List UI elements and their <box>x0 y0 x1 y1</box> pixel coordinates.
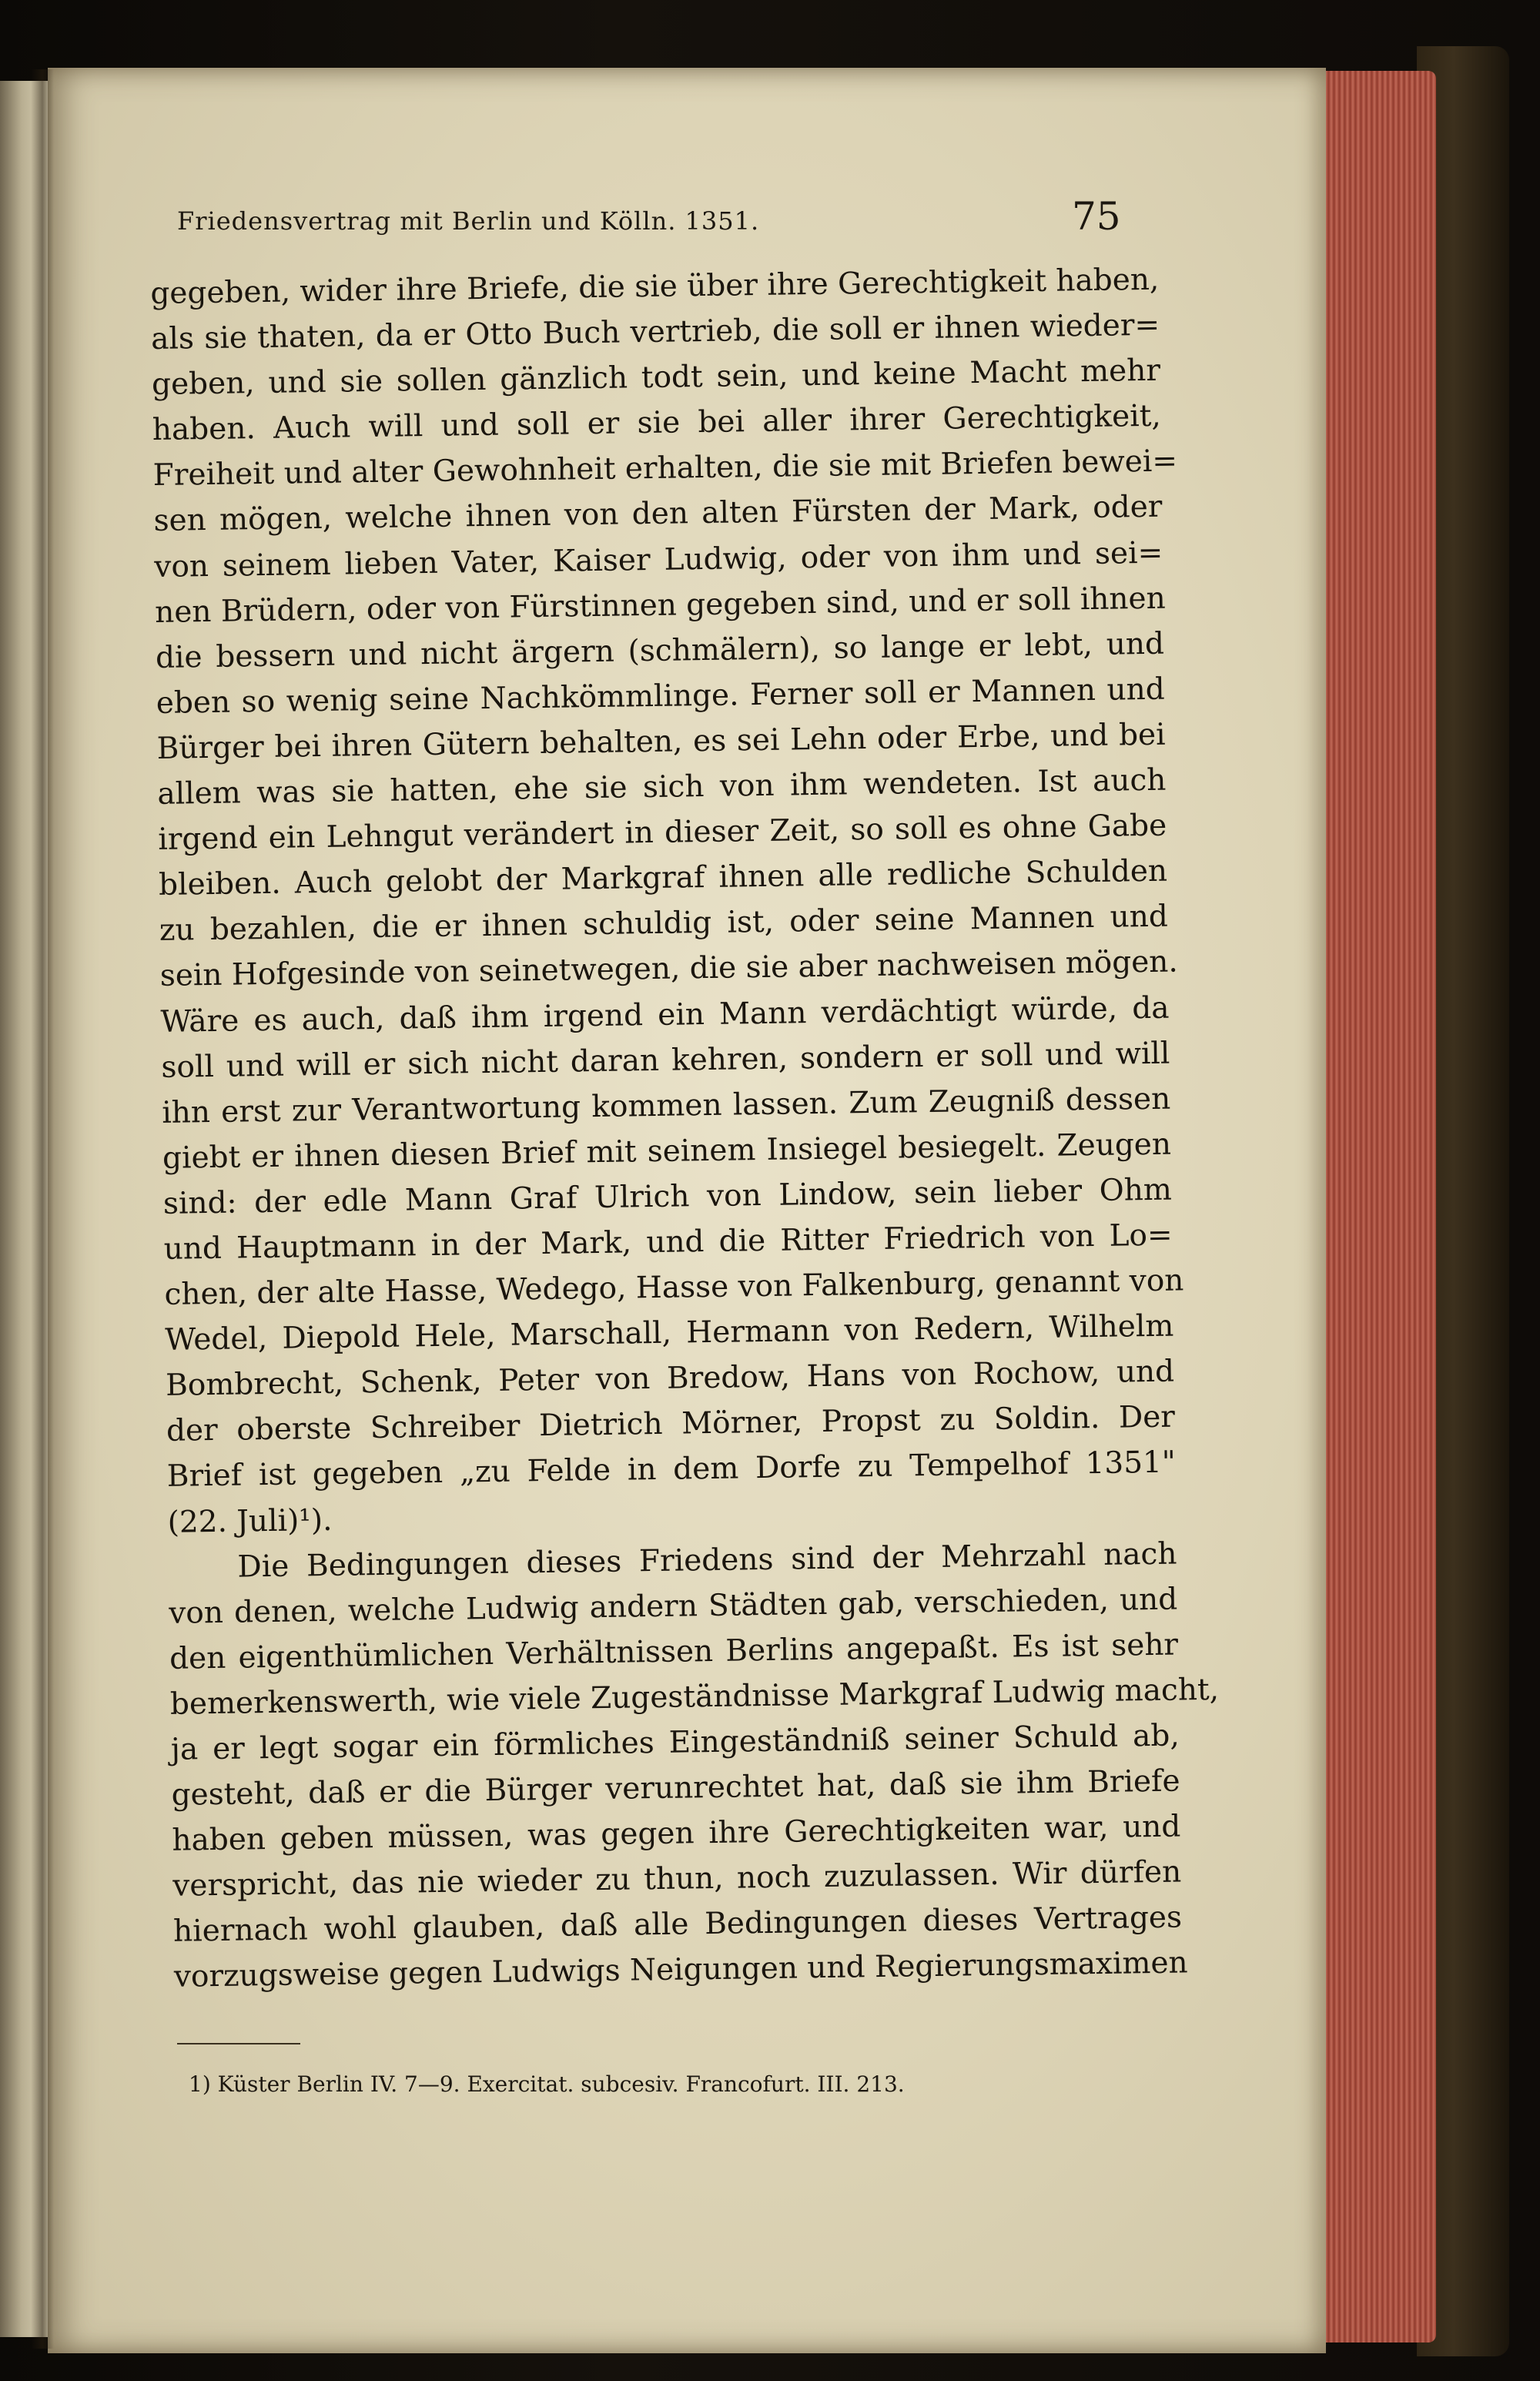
text-line: die bessern und nicht ärgern (schmälern), so lange er lebt, und <box>155 626 1165 675</box>
text-line: sein Hofgesinde von seinetwegen, die sie aber nachweisen mögen. <box>159 944 1179 994</box>
text-line: Wäre es auch, daß ihm irgend ein Mann verdächtigt würde, da <box>160 990 1170 1040</box>
text-line: irgend ein Lehngut verändert in dieser Zeit, so soll es ohne Gabe <box>157 808 1167 858</box>
text-line: sind: der edle Mann Graf Ulrich von Lindow, sein lieber Ohm <box>162 1172 1173 1221</box>
text-line: haben geben müssen, was gegen ihre Gerechtigkeiten war, und <box>172 1809 1181 1858</box>
text-line: soll und will er sich nicht daran kehren, sondern er soll und will <box>161 1036 1170 1085</box>
text-line: Bombrecht, Schenk, Peter von Bredow, Hans von Rochow, und <box>165 1354 1175 1404</box>
text-line: zu bezahlen, die er ihnen schuldig ist, oder seine Mannen und <box>159 899 1169 949</box>
text-line: allem was sie hatten, ehe sie sich von ihm wendeten. Ist auch <box>157 762 1167 812</box>
text-line: eben so wenig seine Nachkömmlinge. Ferner soll er Mannen und <box>156 671 1166 721</box>
text-line: von denen, welche Ludwig andern Städten gab, verschieden, und <box>169 1582 1178 1631</box>
text-line: haben. Auch will und soll er sie bei aller ihrer Gerechtigkeit, <box>152 398 1162 448</box>
binding-gutter <box>31 69 54 2349</box>
text-line: (22. Juli)¹). <box>167 1502 333 1540</box>
text-line: gesteht, daß er die Bürger verunrechtet hat, daß sie ihm Briefe <box>171 1763 1180 1813</box>
text-line: Wedel, Diepold Hele, Marschall, Hermann von Redern, Wilhelm <box>165 1308 1174 1358</box>
text-line: verspricht, das nie wieder zu thun, noch zuzulassen. Wir dürfen <box>172 1854 1182 1904</box>
text-line: sen mögen, welche ihnen von den alten Fürsten der Mark, oder <box>153 490 1163 539</box>
text-line: ja er legt sogar ein förmliches Eingeständniß seiner Schuld ab, <box>170 1718 1180 1767</box>
text-line: bemerkenswerth, wie viele Zugeständnisse Markgraf Ludwig macht, <box>169 1672 1220 1722</box>
text-line: geben, und sie sollen gänzlich todt sein, und keine Macht mehr <box>151 353 1161 403</box>
text-line: ihn erst zur Verantwortung kommen lassen. Zum Zeugniß dessen <box>161 1081 1171 1130</box>
red-page-edges <box>1313 71 1436 2342</box>
text-line: bleiben. Auch gelobt der Markgraf ihnen alle redliche Schulden <box>158 853 1168 903</box>
text-line: der oberste Schreiber Dietrich Mörner, Propst zu Soldin. Der <box>166 1399 1176 1449</box>
text-line: Die Bedingungen dieses Friedens sind der Mehrzahl nach <box>237 1536 1177 1585</box>
running-head: Friedensvertrag mit Berlin und Kölln. 1351. <box>177 206 760 236</box>
text-line: vorzugsweise gegen Ludwigs Neigungen und Regierungsmaximen <box>173 1945 1188 1995</box>
text-line: und Hauptmann in der Mark, und die Ritter Friedrich von Lo= <box>163 1217 1173 1267</box>
page-number: 75 <box>1072 194 1121 239</box>
text-line: nen Brüdern, oder von Fürstinnen gegeben sind, und er soll ihnen <box>154 581 1166 630</box>
text-line: Bürger bei ihren Gütern behalten, es sei Lehn oder Erbe, und bei <box>156 717 1166 766</box>
text-line: Brief ist gegeben „zu Felde in dem Dorfe zu Tempelhof 1351" <box>166 1445 1177 1495</box>
footnote-rule <box>177 2043 300 2044</box>
text-line: hiernach wohl glauben, daß alle Bedingungen dieses Vertrages <box>172 1900 1183 1950</box>
text-line: gegeben, wider ihre Briefe, die sie über ihre Gerechtigkeit haben, <box>150 262 1160 311</box>
body-text <box>150 257 1220 2001</box>
footnote: 1) Küster Berlin IV. 7—9. Exercitat. subcesiv. Francofurt. III. 213. <box>189 2071 905 2097</box>
text-line: giebt er ihnen diesen Brief mit seinem Insiegel besiegelt. Zeugen <box>162 1127 1172 1176</box>
text-line: von seinem lieben Vater, Kaiser Ludwig, oder von ihm und sei= <box>154 535 1163 584</box>
text-line: Freiheit und alter Gewohnheit erhalten, die sie mit Briefen bewei= <box>152 444 1178 494</box>
text-line: chen, der alte Hasse, Wedego, Hasse von Falkenburg, genannt von <box>164 1263 1184 1312</box>
text-line: als sie thaten, da er Otto Buch vertrieb, die soll er ihnen wieder= <box>150 307 1160 357</box>
text-line: den eigenthümlichen Verhältnissen Berlins angepaßt. Es ist sehr <box>169 1627 1179 1676</box>
